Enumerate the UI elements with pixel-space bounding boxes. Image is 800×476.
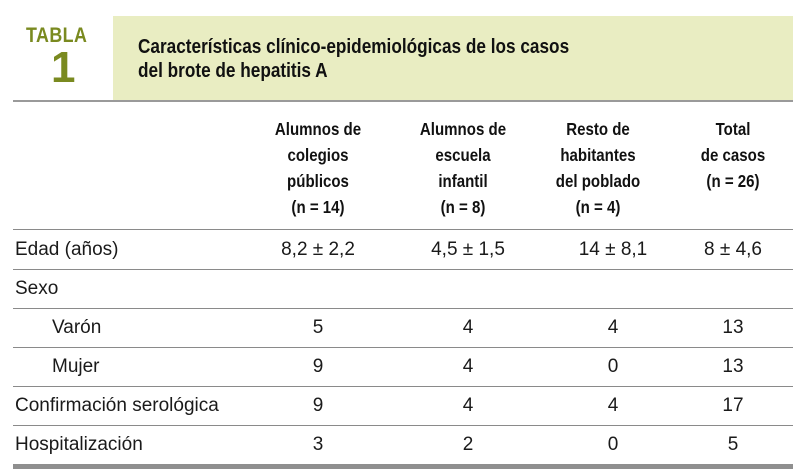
table-cell: 8,2 ± 2,2 (281, 239, 355, 260)
table-cell: 4 (462, 317, 474, 338)
table-cell: 3 (312, 434, 324, 455)
column-header-other-residents (528, 116, 668, 224)
table-row-female (13, 348, 793, 386)
table-label-number: 1 (51, 43, 76, 92)
column-header-line: del poblado (555, 171, 641, 191)
column-header-line: escuela (435, 145, 491, 165)
column-header-line: Total (715, 119, 751, 139)
table-cell: 9 (312, 395, 324, 416)
table-title (113, 16, 793, 100)
table-row-age (13, 231, 793, 269)
row-label: Mujer (52, 356, 100, 377)
column-header-line: habitantes (560, 145, 636, 165)
row-label: Confirmación serológica (15, 395, 219, 416)
table-cell: 8 ± 4,6 (704, 239, 762, 260)
column-header-line: (n = 4) (575, 197, 621, 217)
table-cell: 17 (722, 395, 744, 416)
column-header-line: Resto de (566, 119, 630, 139)
column-header-line: (n = 26) (706, 171, 760, 191)
table-cell: 13 (722, 356, 744, 377)
column-header-line: Alumnos de (274, 119, 362, 139)
column-header-total (663, 116, 800, 224)
table-cell: 0 (607, 434, 619, 455)
table-cell: 14 ± 8,1 (578, 239, 648, 260)
column-header-nursery-school (393, 116, 533, 224)
column-header-line: Alumnos de (419, 119, 507, 139)
table-bottom-rule (13, 464, 793, 469)
table-row-sex (13, 270, 793, 308)
table-cell: 4 (607, 317, 619, 338)
column-header-line: (n = 8) (440, 197, 486, 217)
row-label: Varón (52, 317, 102, 338)
table-cell: 0 (607, 356, 619, 377)
table-cell: 5 (727, 434, 739, 455)
table-cell: 4 (607, 395, 619, 416)
table-label (13, 24, 111, 100)
column-header-rule (13, 229, 793, 230)
table-title-line-1: Características clínico-epidemiológicas de los casos (138, 36, 570, 58)
column-header-line: de casos (700, 145, 766, 165)
row-label: Edad (años) (15, 239, 119, 260)
table-cell: 4 (462, 356, 474, 377)
column-header-line: infantil (438, 171, 488, 191)
column-header-public-schools (243, 116, 393, 224)
header-rule (13, 100, 793, 102)
row-label: Hospitalización (15, 434, 143, 455)
table-cell: 13 (722, 317, 744, 338)
column-header-line: (n = 14) (291, 197, 345, 217)
table-cell: 4 (462, 395, 474, 416)
table-header (0, 0, 800, 100)
table-label-word: TABLA (26, 24, 88, 47)
row-label: Sexo (15, 278, 59, 299)
column-header-line: colegios (287, 145, 349, 165)
table-cell: 4,5 ± 1,5 (431, 239, 505, 260)
table-title-line-2: del brote de hepatitis A (138, 60, 328, 82)
table-cell: 5 (312, 317, 324, 338)
table-row-hospitalization (13, 426, 793, 464)
table-cell: 9 (312, 356, 324, 377)
table-row-male (13, 309, 793, 347)
column-header-line: públicos (287, 171, 349, 191)
table-row-serology (13, 387, 793, 425)
table-cell: 2 (462, 434, 474, 455)
